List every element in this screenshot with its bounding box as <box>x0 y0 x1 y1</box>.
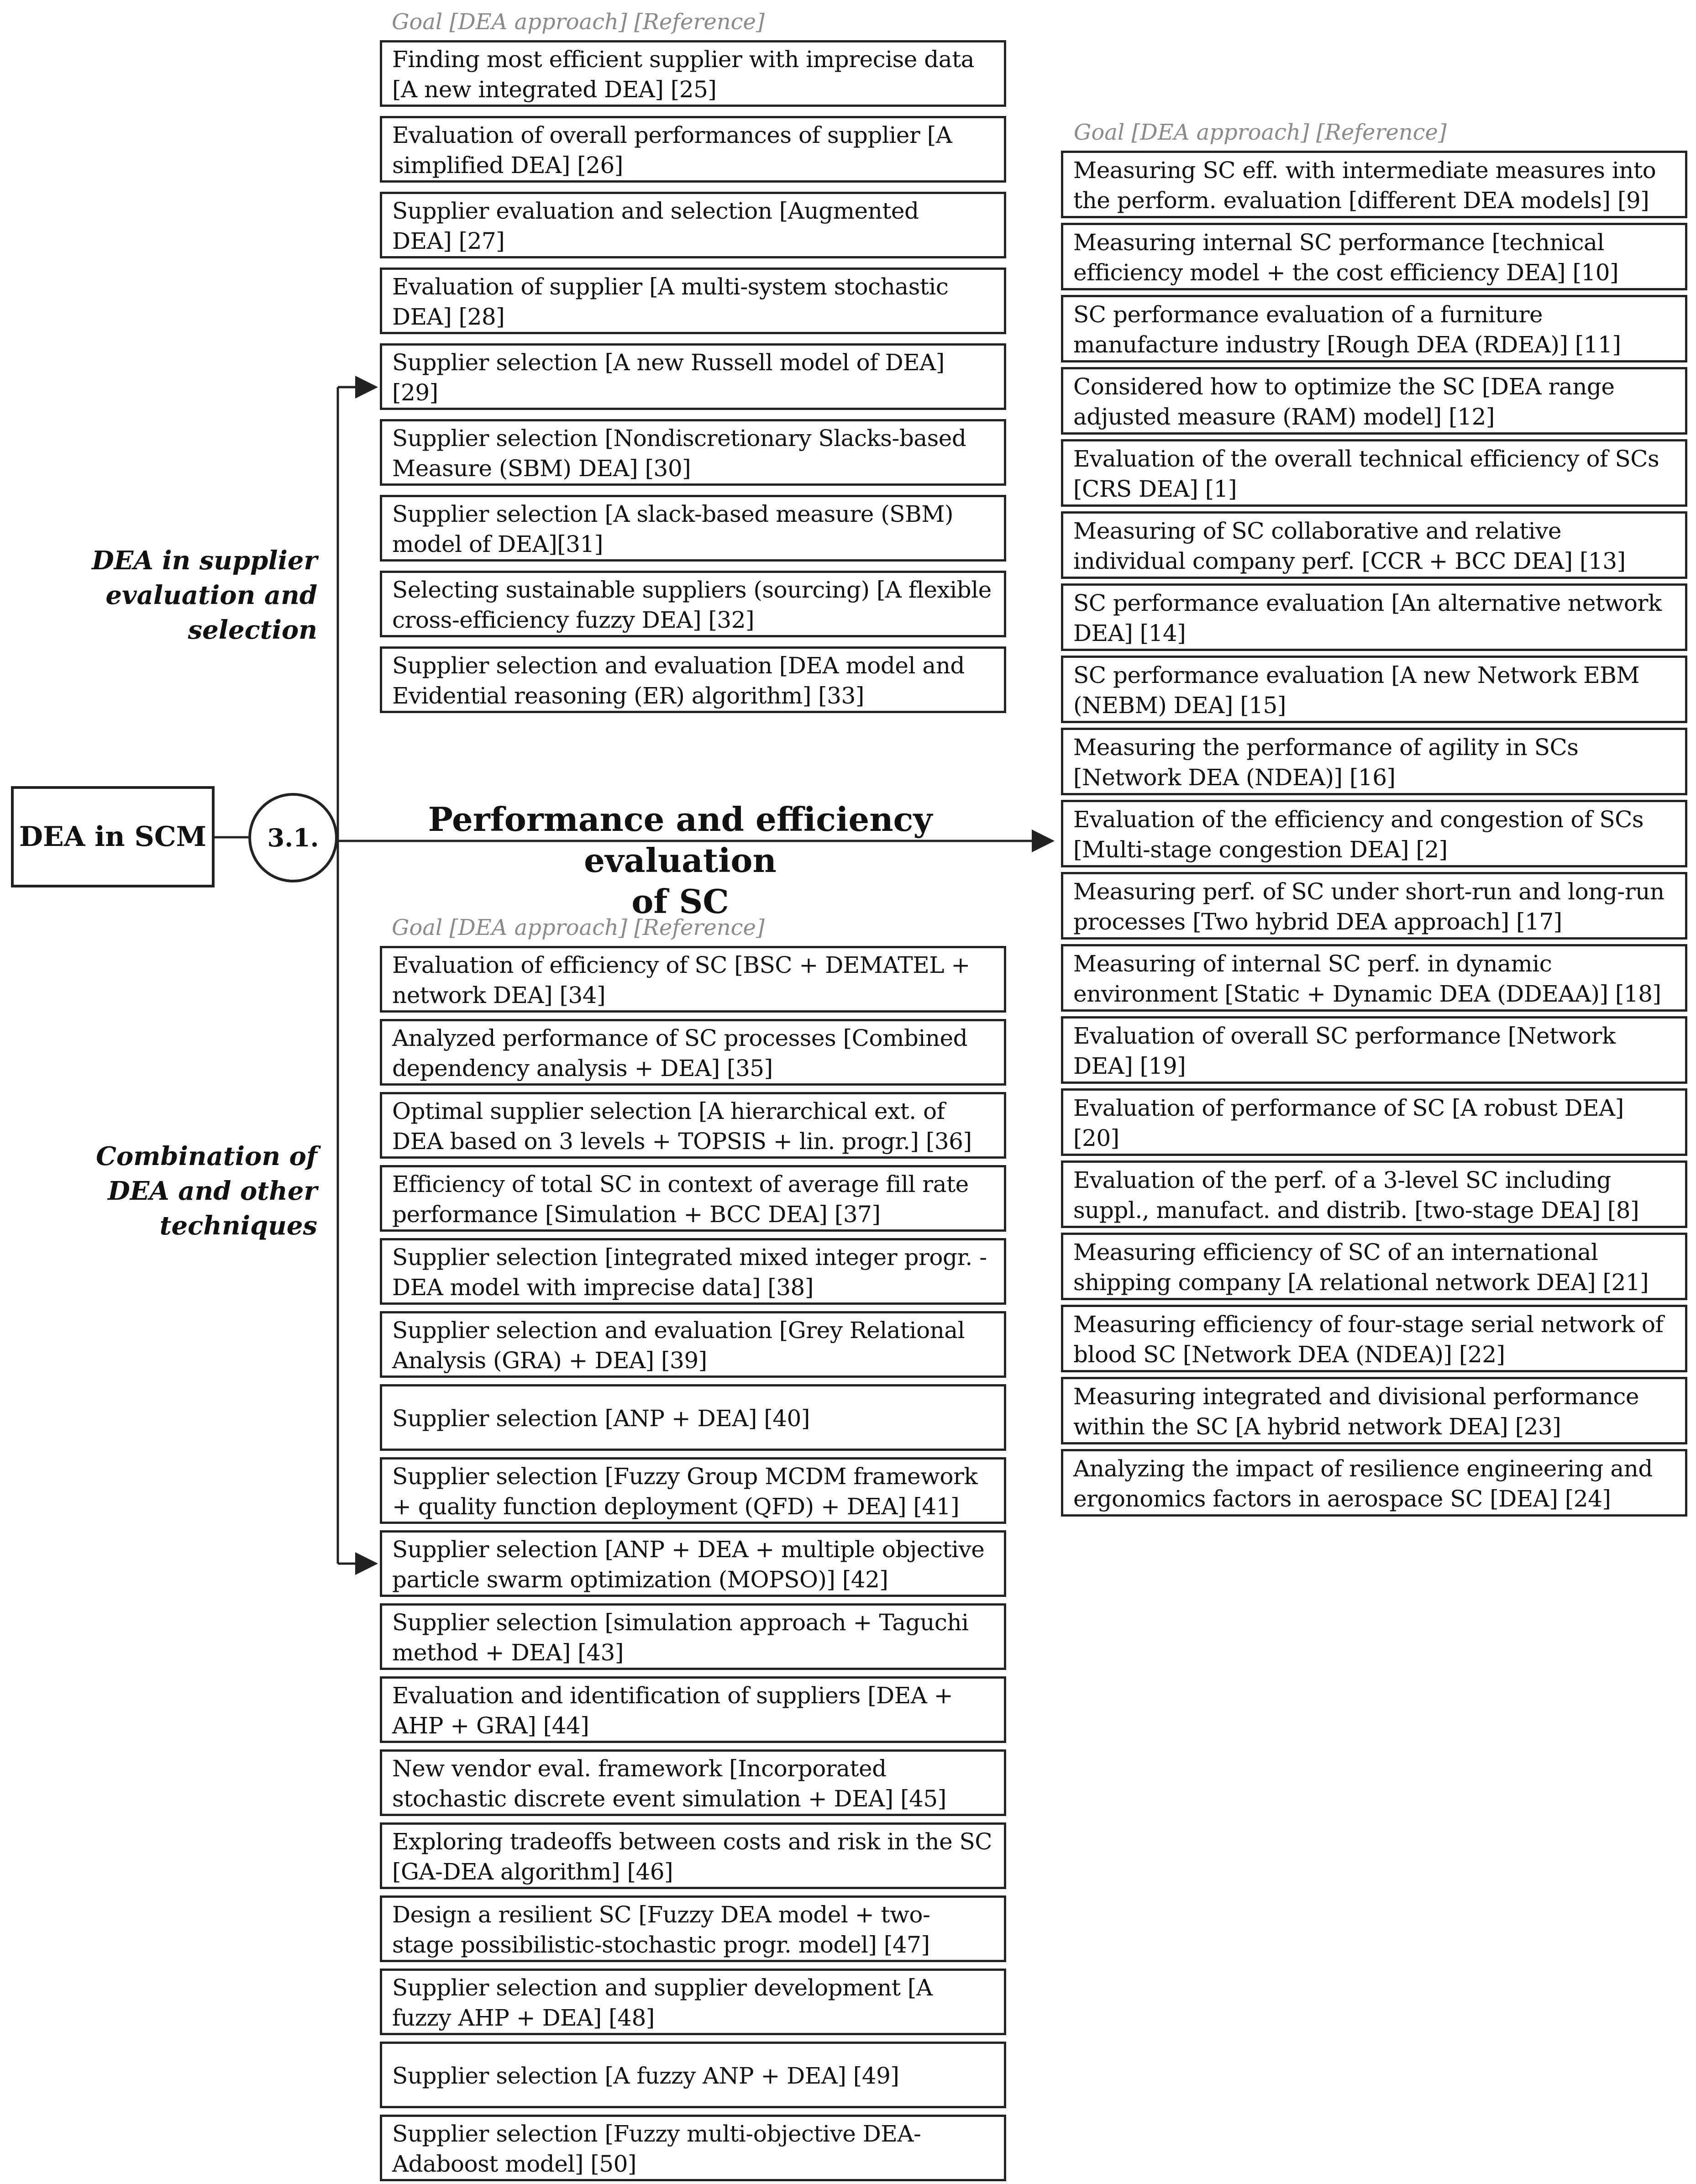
branch-label-combination: Combination of DEA and other techniques <box>96 1141 317 1241</box>
combination-item: Design a resilient SC [Fuzzy DEA model + two- stage possibilistic-stochastic progr. model] [47] <box>380 1895 1006 1962</box>
combination-item: Optimal supplier selection [A hierarchical ext. of DEA based on 3 levels + TOPSIS + lin. progr.] [36] <box>380 1092 1006 1159</box>
performance-item: Analyzing the impact of resilience engineering and ergonomics factors in aerospace SC [DEA] [24] <box>1061 1449 1687 1517</box>
combination-item: Supplier selection [Fuzzy multi-objective DEA- Adaboost model] [50] <box>380 2115 1006 2181</box>
root-node: DEA in SCM <box>11 786 215 887</box>
performance-item: Measuring of internal SC perf. in dynamic environment [Static + Dynamic DEA (DDEAA)] [18] <box>1061 944 1687 1012</box>
combination-item: Supplier selection and supplier development [A fuzzy AHP + DEA] [48] <box>380 1969 1006 2035</box>
supplier-item: Selecting sustainable suppliers (sourcing) [A flexible cross-efficiency fuzzy DEA] [32] <box>380 571 1006 637</box>
supplier-item: Evaluation of overall performances of supplier [A simplified DEA] [26] <box>380 116 1006 183</box>
performance-item: Measuring perf. of SC under short-run and long-run processes [Two hybrid DEA approach] [17] <box>1061 872 1687 940</box>
supplier-item: Supplier selection [A slack-based measure (SBM) model of DEA][31] <box>380 495 1006 562</box>
combination-item: Exploring tradeoffs between costs and risk in the SC [GA-DEA algorithm] [46] <box>380 1822 1006 1889</box>
supplier-item: Finding most efficient supplier with imprecise data [A new integrated DEA] [25] <box>380 40 1006 107</box>
performance-item: SC performance evaluation of a furniture manufacture industry [Rough DEA (RDEA)] [11] <box>1061 295 1687 362</box>
combination-item: Evaluation and identification of suppliers [DEA + AHP + GRA] [44] <box>380 1676 1006 1743</box>
performance-item: Measuring the performance of agility in SCs [Network DEA (NDEA)] [16] <box>1061 728 1687 795</box>
performance-column-header: Goal [DEA approach] [Reference] <box>1074 120 1447 145</box>
supplier-item: Supplier evaluation and selection [Augmented DEA] [27] <box>380 192 1006 258</box>
supplier-item: Evaluation of supplier [A multi-system stochastic DEA] [28] <box>380 268 1006 334</box>
performance-item: Evaluation of performance of SC [A robust DEA] [20] <box>1061 1088 1687 1156</box>
performance-item: Evaluation of the overall technical efficiency of SCs [CRS DEA] [1] <box>1061 439 1687 507</box>
combination-item: Supplier selection [Fuzzy Group MCDM framework + quality function deployment (QFD) + DEA] [41] <box>380 1457 1006 1524</box>
section-title: Performance and efficiency evaluation of SC <box>428 800 933 921</box>
performance-item: SC performance evaluation [A new Network EBM (NEBM) DEA] [15] <box>1061 656 1687 723</box>
performance-item: SC performance evaluation [An alternative network DEA] [14] <box>1061 583 1687 651</box>
section-number-circle: 3.1. <box>248 793 338 882</box>
combination-item: Supplier selection [A fuzzy ANP + DEA] [49] <box>380 2042 1006 2108</box>
performance-item: Evaluation of the efficiency and congestion of SCs [Multi-stage congestion DEA] [2] <box>1061 800 1687 867</box>
performance-item: Measuring of SC collaborative and relative individual company perf. [CCR + BCC DEA] [13] <box>1061 511 1687 579</box>
combination-item: Supplier selection [integrated mixed integer progr. - DEA model with imprecise data] [38] <box>380 1238 1006 1305</box>
performance-item: Considered how to optimize the SC [DEA range adjusted measure (RAM) model] [12] <box>1061 367 1687 435</box>
combination-item: Efficiency of total SC in context of average fill rate performance [Simulation + BCC DEA] [37] <box>380 1165 1006 1232</box>
combination-column-header: Goal [DEA approach] [Reference] <box>392 915 765 940</box>
combination-item: New vendor eval. framework [Incorporated stochastic discrete event simulation + DEA] [45] <box>380 1749 1006 1816</box>
performance-item: Measuring SC eff. with intermediate measures into the perform. evaluation [different DEA models] [9] <box>1061 151 1687 218</box>
performance-item: Measuring efficiency of four-stage serial network of blood SC [Network DEA (NDEA)] [22] <box>1061 1305 1687 1372</box>
combination-item: Supplier selection and evaluation [Grey Relational Analysis (GRA) + DEA] [39] <box>380 1311 1006 1378</box>
performance-item: Measuring internal SC performance [technical efficiency model + the cost efficiency DEA] [10] <box>1061 223 1687 290</box>
supplier-column-header: Goal [DEA approach] [Reference] <box>392 9 765 35</box>
combination-item: Supplier selection [ANP + DEA] [40] <box>380 1384 1006 1451</box>
branch-label-supplier: DEA in supplier evaluation and selection <box>92 546 317 645</box>
supplier-item: Supplier selection [Nondiscretionary Slacks-based Measure (SBM) DEA] [30] <box>380 419 1006 486</box>
performance-item: Measuring integrated and divisional performance within the SC [A hybrid network DEA] [23] <box>1061 1377 1687 1444</box>
combination-item: Evaluation of efficiency of SC [BSC + DEMATEL + network DEA] [34] <box>380 946 1006 1013</box>
combination-item: Supplier selection [simulation approach + Taguchi method + DEA] [43] <box>380 1603 1006 1670</box>
combination-item: Analyzed performance of SC processes [Combined dependency analysis + DEA] [35] <box>380 1019 1006 1086</box>
combination-item: Supplier selection [ANP + DEA + multiple objective particle swarm optimization (MOPSO)] [42] <box>380 1530 1006 1597</box>
supplier-item: Supplier selection [A new Russell model of DEA] [29] <box>380 343 1006 410</box>
supplier-item: Supplier selection and evaluation [DEA model and Evidential reasoning (ER) algorithm] [33] <box>380 646 1006 713</box>
performance-item: Evaluation of the perf. of a 3-level SC including suppl., manufact. and distrib. [two-stage DEA] [8] <box>1061 1160 1687 1228</box>
performance-item: Evaluation of overall SC performance [Network DEA] [19] <box>1061 1016 1687 1084</box>
performance-item: Measuring efficiency of SC of an international shipping company [A relational network DEA] [21] <box>1061 1233 1687 1300</box>
